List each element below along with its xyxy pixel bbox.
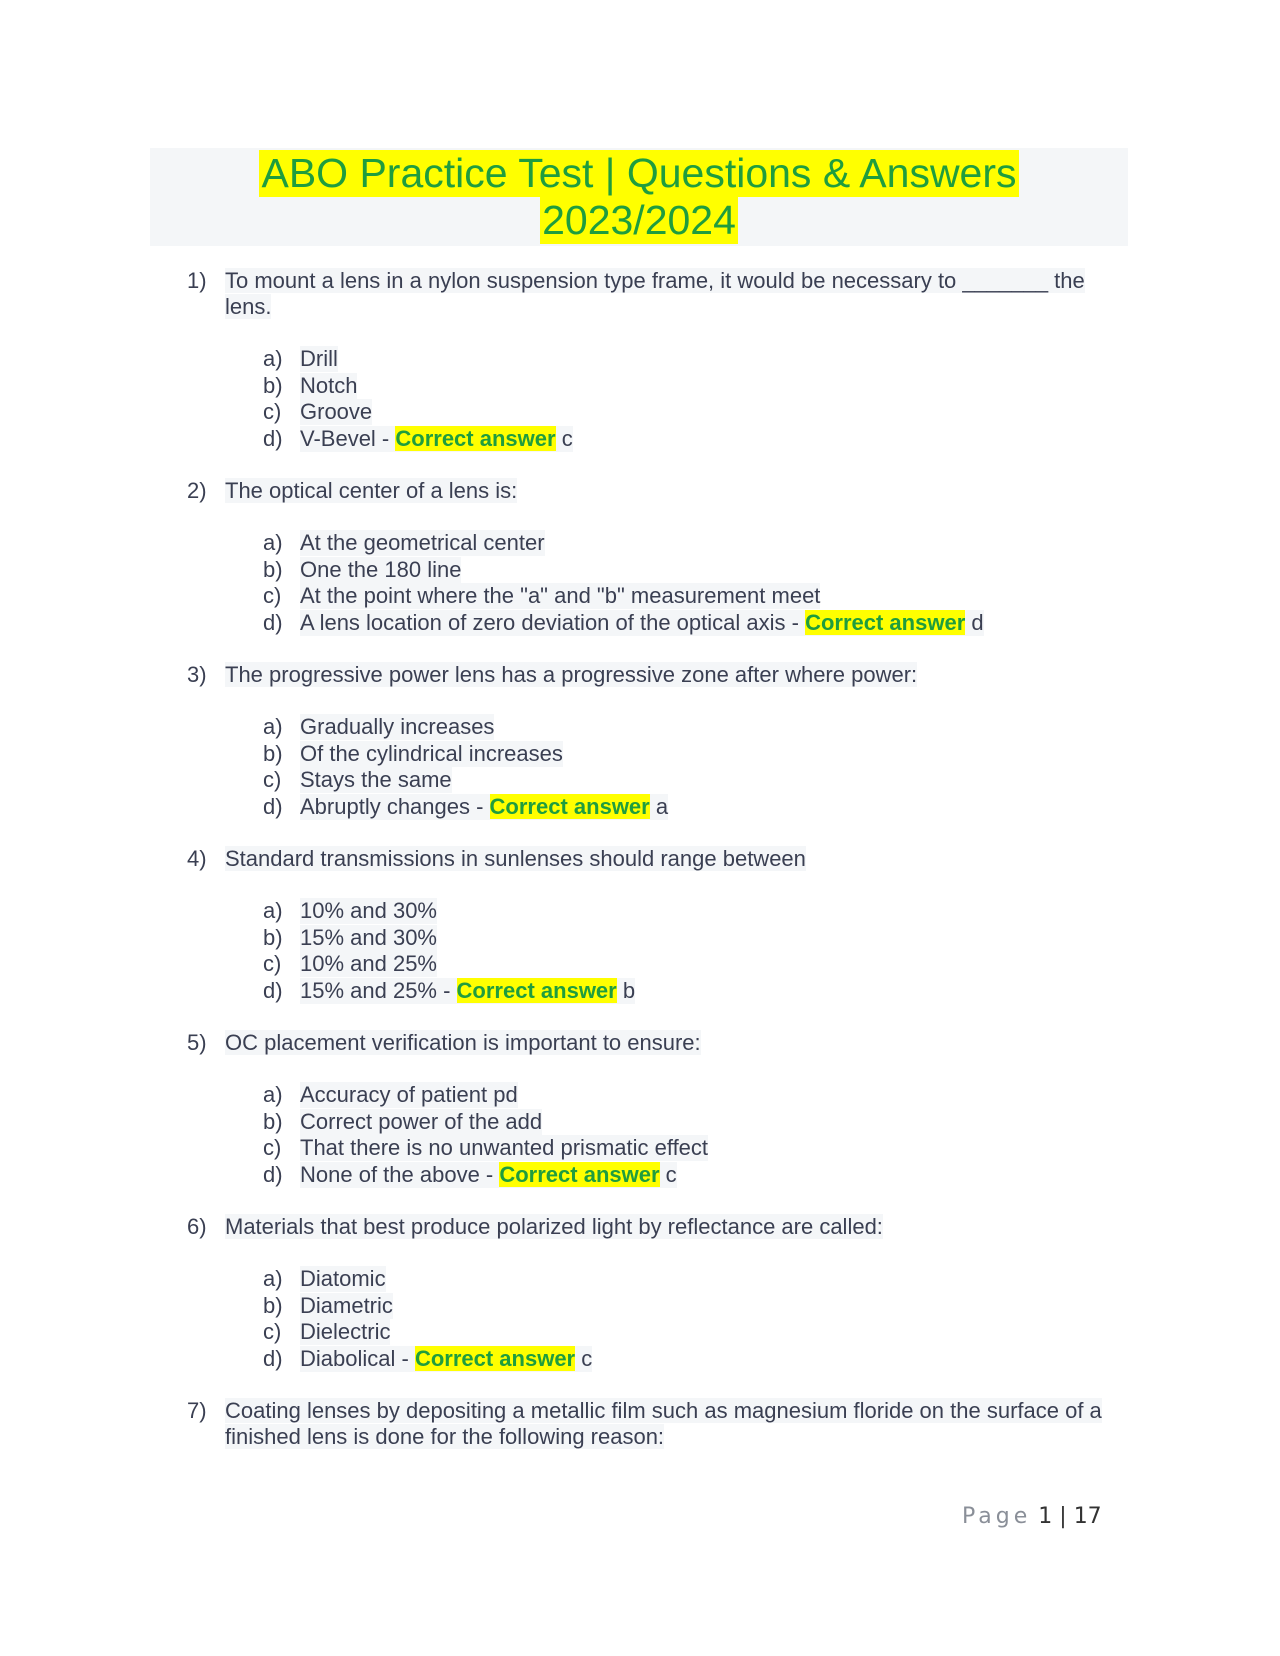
option (150, 399, 1128, 426)
option-letter: d) (263, 1161, 283, 1187)
option-text: 15% and 25% - (300, 977, 457, 1003)
option-letter: b) (263, 1108, 283, 1134)
option (150, 1082, 1128, 1109)
question-1 (150, 268, 1128, 452)
option-letter: a) (263, 898, 283, 923)
option-text: Diametric (300, 1292, 393, 1318)
question-number: 4) (187, 846, 207, 871)
option-letter: b) (263, 372, 283, 398)
correct-answer-label: Correct answer (499, 1161, 660, 1187)
question-6 (150, 1214, 1128, 1372)
option-letter: a) (263, 1266, 283, 1291)
option-letter: c) (263, 1135, 282, 1160)
option-with-answer (150, 1346, 1128, 1373)
option-text: One the 180 line (300, 556, 462, 582)
option-letter: a) (263, 1082, 283, 1107)
option-text: 10% and 25% (300, 951, 437, 976)
answer-letter: c (561, 425, 573, 451)
page-footer (962, 1504, 1102, 1529)
answer-letter: b (622, 977, 636, 1003)
answer-letter: d (971, 609, 984, 635)
option-letter: b) (263, 556, 283, 582)
page-separator: | (1059, 1504, 1067, 1529)
question-text: The optical center of a lens is: (225, 478, 518, 503)
option-with-answer (150, 426, 1128, 453)
option (150, 898, 1128, 925)
option (150, 557, 1128, 584)
option (150, 346, 1128, 373)
option-letter: a) (263, 714, 283, 739)
option-text: 15% and 30% (300, 924, 437, 950)
answer-letter: c (581, 1345, 593, 1371)
option-text: Of the cylindrical increases (300, 740, 563, 766)
option-text: None of the above - (300, 1161, 500, 1187)
option-text: At the geometrical center (300, 530, 545, 555)
question-text: To mount a lens in a nylon suspension type frame, it would be necessary to _______ the lens. (225, 268, 1085, 319)
option (150, 714, 1128, 741)
answer-letter: a (655, 793, 669, 819)
question-number: 2) (187, 478, 207, 503)
option-text: Accuracy of patient pd (300, 1082, 518, 1107)
option (150, 925, 1128, 952)
option-text: That there is no unwanted prismatic effect (300, 1135, 709, 1160)
title-line-2: 2023/2024 (542, 197, 736, 243)
option-letter: b) (263, 924, 283, 950)
option-letter: c) (263, 951, 282, 976)
option-letter: a) (263, 346, 283, 371)
question-list (150, 268, 1128, 1476)
answer-letter: c (665, 1161, 677, 1187)
option-with-answer (150, 610, 1128, 637)
option-text: Abruptly changes - (300, 793, 490, 819)
question-text: Materials that best produce polarized light by reflectance are called: (225, 1214, 883, 1239)
page-number: 1 (1038, 1504, 1053, 1529)
option-text: Drill (300, 346, 338, 371)
option (150, 373, 1128, 400)
option-letter: d) (263, 425, 283, 451)
correct-answer-label: Correct answer (414, 1345, 576, 1371)
question-2 (150, 478, 1128, 636)
option-text: Stays the same (300, 767, 452, 792)
option (150, 1293, 1128, 1320)
option (150, 583, 1128, 610)
option (150, 1135, 1128, 1162)
correct-answer-label: Correct answer (805, 609, 966, 635)
option-letter: c) (263, 1319, 282, 1344)
question-number: 7) (187, 1398, 207, 1423)
option-text: At the point where the "a" and "b" measurement meet (300, 583, 821, 608)
question-text: The progressive power lens has a progressive zone after where power: (225, 662, 918, 687)
title-line-1: ABO Practice Test | Questions & Answers (261, 150, 1017, 196)
option-text: 10% and 30% (300, 898, 437, 923)
question-text: Coating lenses by depositing a metallic film such as magnesium floride on the surface of a finished lens is done for the following reason: (225, 1398, 1102, 1449)
question-7 (150, 1398, 1128, 1450)
option-text: Dielectric (300, 1319, 391, 1344)
question-3 (150, 662, 1128, 820)
option (150, 1319, 1128, 1346)
option (150, 741, 1128, 768)
question-4 (150, 846, 1128, 1004)
correct-answer-label: Correct answer (395, 425, 556, 451)
option-letter: c) (263, 583, 282, 608)
option-letter: b) (263, 1292, 283, 1318)
option-letter: a) (263, 530, 283, 555)
page-label: Page (962, 1504, 1032, 1529)
option (150, 951, 1128, 978)
option-letter: b) (263, 740, 283, 766)
question-text: Standard transmissions in sunlenses should range between (225, 846, 806, 871)
option-text: Notch (300, 372, 358, 398)
question-text: OC placement verification is important to ensure: (225, 1030, 701, 1055)
document-title (150, 148, 1128, 246)
option-letter: c) (263, 399, 282, 424)
option (150, 767, 1128, 794)
option-with-answer (150, 978, 1128, 1005)
option-with-answer (150, 794, 1128, 821)
correct-answer-label: Correct answer (456, 977, 617, 1003)
option-letter: d) (263, 1345, 283, 1371)
page-total: 17 (1073, 1504, 1102, 1529)
option (150, 1109, 1128, 1136)
question-number: 1) (187, 268, 207, 293)
question-number: 3) (187, 662, 207, 687)
option-text: Diatomic (300, 1266, 386, 1291)
option-text: Groove (300, 399, 373, 424)
option-with-answer (150, 1162, 1128, 1189)
option-letter: d) (263, 609, 283, 635)
option-text: Correct power of the add (300, 1108, 543, 1134)
option-text: V-Bevel - (300, 425, 396, 451)
question-number: 5) (187, 1030, 207, 1055)
option (150, 1266, 1128, 1293)
option-letter: c) (263, 767, 282, 792)
option-text: Gradually increases (300, 714, 495, 739)
option-text: Diabolical - (300, 1345, 415, 1371)
option-text: A lens location of zero deviation of the optical axis - (300, 609, 806, 635)
option (150, 530, 1128, 557)
correct-answer-label: Correct answer (489, 793, 650, 819)
option-letter: d) (263, 793, 283, 819)
question-number: 6) (187, 1214, 207, 1239)
question-5 (150, 1030, 1128, 1188)
option-letter: d) (263, 977, 283, 1003)
